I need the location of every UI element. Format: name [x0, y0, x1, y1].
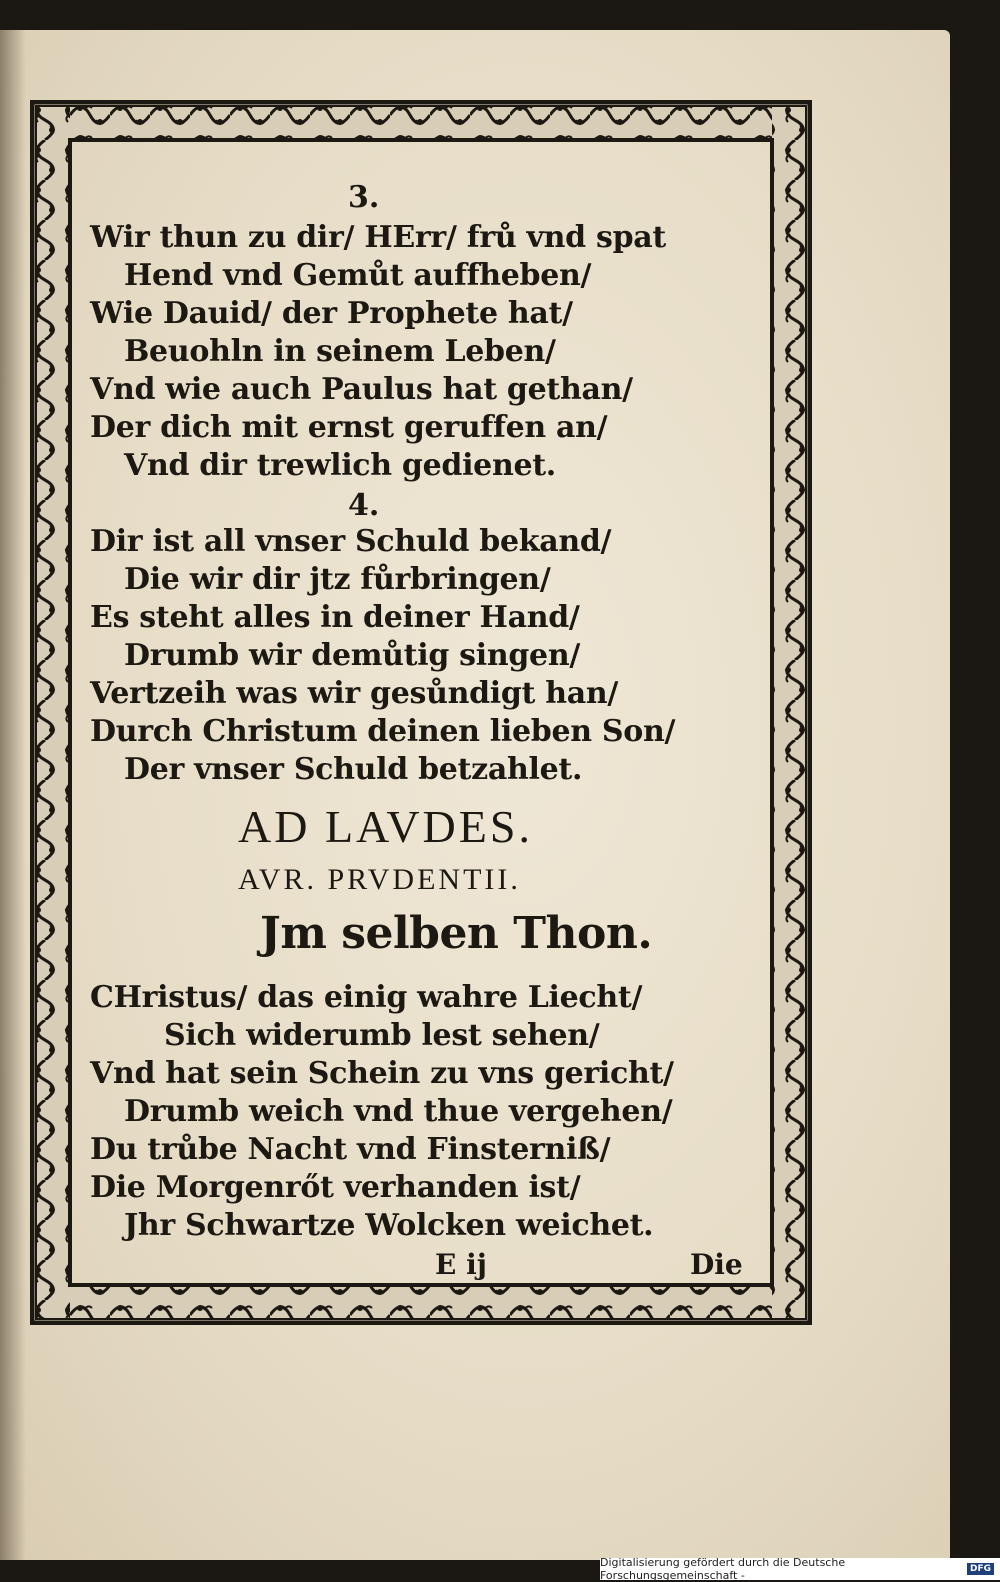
signature-mark: E ij: [435, 1248, 487, 1281]
section-subtitle: AVR. PRVDENTII.: [238, 863, 521, 896]
verse-3-line-4: Beuohln in seinem Leben/: [124, 334, 556, 369]
hymn-line-6: Die Morgenrőt verhanden ist/: [90, 1170, 581, 1205]
page-text: [90, 180, 750, 1290]
credit-text: Digitalisierung gefördert durch die Deutsche Forschungsgemeinschaft -: [600, 1556, 846, 1582]
page-gutter-shadow: [0, 30, 26, 1560]
verse-4-line-3: Es steht alles in deiner Hand/: [90, 600, 580, 635]
catchword: Die: [690, 1248, 743, 1281]
section-title: AD LAVDES.: [238, 801, 533, 852]
verse-3-line-2: Hend vnd Gemůt auffheben/: [124, 258, 592, 293]
verse-3-line-5: Vnd wie auch Paulus hat gethan/: [90, 372, 633, 407]
verse-number-4: 4.: [348, 488, 380, 523]
digitization-credit: [600, 1558, 1000, 1580]
verse-3-line-3: Wie Dauid/ der Prophete hat/: [90, 296, 573, 331]
hymn-line-5: Du trůbe Nacht vnd Finsterniß/: [90, 1132, 611, 1167]
hymn-line-2: Sich widerumb lest sehen/: [164, 1018, 600, 1053]
verse-4-line-2: Die wir dir jtz fůrbringen/: [124, 562, 551, 597]
verse-3-line-7: Vnd dir trewlich gedienet.: [124, 448, 556, 483]
verse-3-line-1: Wir thun zu dir/ HErr/ frů vnd spat: [90, 220, 666, 255]
melody-note: Jm selben Thon.: [260, 908, 653, 959]
verse-3-line-6: Der dich mit ernst geruffen an/: [90, 410, 608, 445]
verse-4-line-5: Vertzeih was wir gesůndigt han/: [90, 676, 619, 711]
hymn-line-3: Vnd hat sein Schein zu vns gericht/: [90, 1056, 674, 1091]
verse-4-line-6: Durch Christum deinen lieben Son/: [90, 714, 676, 749]
verse-4-line-7: Der vnser Schuld betzahlet.: [124, 752, 583, 787]
verse-4-line-4: Drumb wir demůtig singen/: [124, 638, 580, 673]
hymn-line-4: Drumb weich vnd thue vergehen/: [124, 1094, 673, 1129]
hymn-line-1: CHristus/ das einig wahre Liecht/: [90, 980, 643, 1015]
dfg-logo: DFG: [967, 1563, 994, 1575]
verse-number-3: 3.: [348, 180, 380, 215]
verse-4-line-1: Dir ist all vnser Schuld bekand/: [90, 524, 612, 559]
hymn-line-7: Jhr Schwartze Wolcken weichet.: [124, 1208, 654, 1243]
